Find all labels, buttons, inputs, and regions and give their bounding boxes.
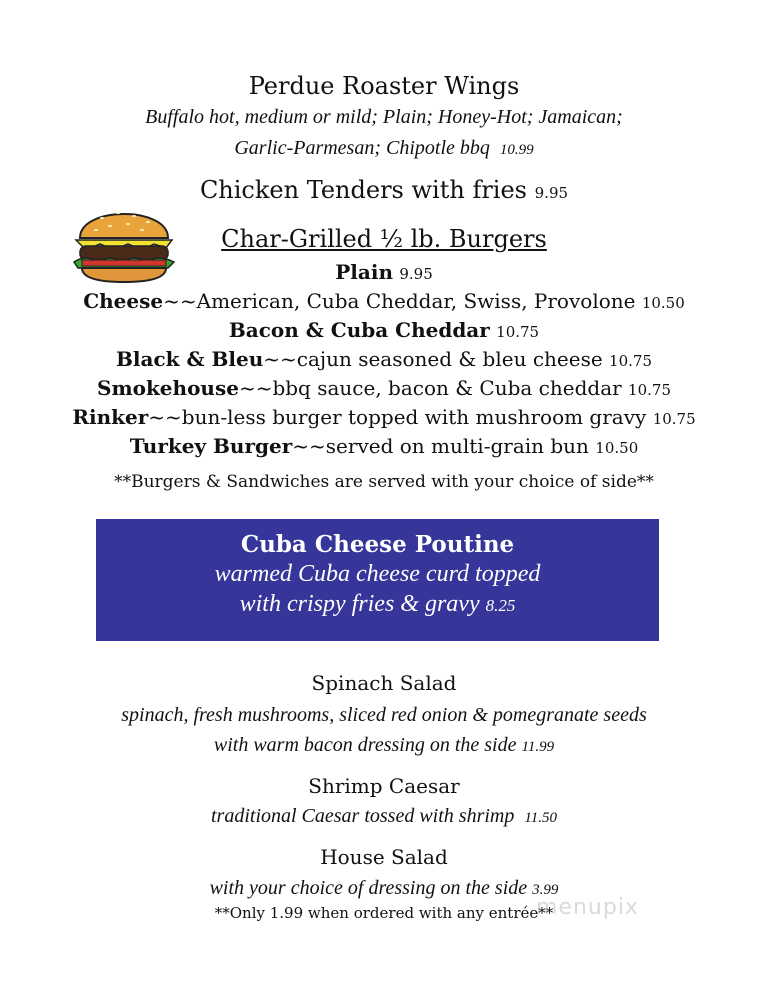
burger-item: Black & Bleu~~cajun seasoned & bleu cheese 10.75: [115, 347, 652, 371]
house-price: 3.99: [532, 882, 559, 898]
house-line1: with your choice of dressing on the side 3.99: [209, 877, 559, 899]
poutine-line1: warmed Cuba cheese curd topped: [214, 561, 541, 587]
spinach-title: Spinach Salad: [311, 671, 457, 695]
burger-item: Bacon & Cuba Cheddar 10.75: [228, 318, 540, 342]
caesar-line1: traditional Caesar tossed with shrimp 11.50: [210, 805, 557, 827]
watermark: menupix: [536, 895, 639, 920]
tenders-price: 9.95: [534, 184, 569, 202]
spinach-line2: with warm bacon dressing on the side 11.99: [213, 734, 555, 756]
poutine-line2: with crispy fries & gravy 8.25: [239, 591, 516, 617]
burger-item: Cheese~~American, Cuba Cheddar, Swiss, Provolone 10.50: [83, 289, 685, 313]
spinach-line1: spinach, fresh mushrooms, sliced red onion & pomegranate seeds: [121, 704, 647, 726]
poutine-price: 8.25: [485, 596, 516, 615]
tenders-title: Chicken Tenders with fries: [199, 176, 527, 204]
burger-item: Turkey Burger~~served on multi-grain bun 10.50: [129, 434, 639, 458]
wings-flavors-line2: Garlic-Parmesan; Chipotle bbq 10.99: [234, 137, 534, 159]
wings-price: 10.99: [499, 142, 534, 158]
burger-item: Rinker~~bun-less burger topped with mushroom gravy 10.75: [72, 405, 696, 429]
poutine-title: Cuba Cheese Poutine: [240, 531, 515, 558]
wings-flavors-line1: Buffalo hot, medium or mild; Plain; Honey-Hot; Jamaican;: [145, 106, 623, 128]
burgers-note: **Burgers & Sandwiches are served with your choice of side**: [114, 472, 654, 492]
burger-item: Plain 9.95: [335, 260, 433, 284]
house-note: **Only 1.99 when ordered with any entrée**: [214, 904, 554, 922]
spinach-price: 11.99: [521, 739, 555, 755]
poutine-box: [96, 519, 659, 641]
house-title: House Salad: [320, 845, 448, 869]
caesar-title: Shrimp Caesar: [308, 774, 460, 798]
burger-item: Smokehouse~~bbq sauce, bacon & Cuba cheddar 10.75: [97, 376, 671, 400]
wings-title: Perdue Roaster Wings: [248, 72, 520, 100]
burgers-title: Char-Grilled ½ lb. Burgers: [221, 225, 547, 253]
caesar-price: 11.50: [524, 810, 557, 826]
